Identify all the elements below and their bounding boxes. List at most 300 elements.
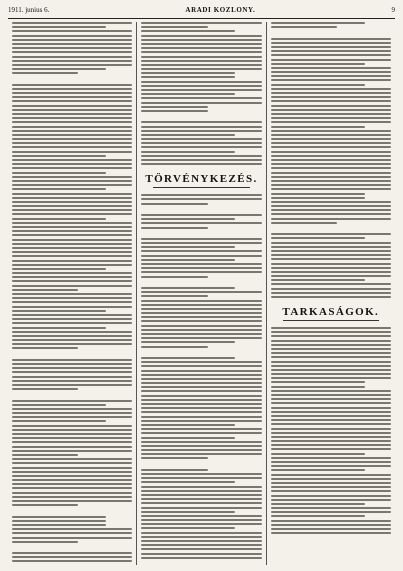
text-line-placeholder — [141, 60, 261, 62]
text-line-placeholder — [141, 85, 261, 87]
text-line-placeholder — [271, 26, 337, 28]
text-line-placeholder — [141, 428, 261, 430]
text-line-placeholder — [271, 411, 391, 413]
text-line-placeholder — [271, 54, 391, 56]
text-line-placeholder — [12, 126, 132, 128]
text-line-placeholder — [12, 318, 132, 320]
text-line-placeholder — [12, 151, 132, 153]
text-line-placeholder — [271, 457, 391, 459]
text-line-placeholder — [141, 337, 261, 339]
text-line-placeholder — [141, 477, 261, 479]
text-line-placeholder — [12, 425, 132, 427]
text-line-placeholder — [271, 155, 391, 157]
text-line-placeholder — [271, 105, 391, 107]
text-line-placeholder — [141, 308, 261, 310]
text-line-placeholder — [12, 504, 78, 506]
text-line-placeholder — [271, 59, 391, 61]
text-line-placeholder — [12, 47, 132, 49]
text-line-placeholder — [12, 213, 132, 215]
text-line-placeholder — [12, 51, 132, 53]
text-line-placeholder — [271, 197, 365, 199]
text-line-placeholder — [141, 255, 261, 257]
text-line-placeholder — [141, 473, 261, 475]
text-line-placeholder — [271, 142, 391, 144]
text-line-placeholder — [141, 386, 261, 388]
text-line-placeholder — [271, 478, 391, 480]
text-line-placeholder — [271, 361, 391, 363]
text-line-placeholder — [271, 511, 391, 513]
text-line-placeholder — [12, 433, 132, 435]
text-line-placeholder — [141, 227, 207, 229]
text-line-placeholder — [141, 329, 261, 331]
text-line-placeholder — [12, 496, 132, 498]
text-line-placeholder — [12, 96, 132, 98]
text-line-placeholder — [271, 436, 391, 438]
text-line-placeholder — [141, 527, 235, 529]
paragraph-gap — [141, 207, 261, 212]
text-line-placeholder — [271, 167, 391, 169]
text-line-placeholder — [141, 457, 207, 459]
text-line-placeholder — [141, 346, 207, 348]
text-line-placeholder — [141, 424, 235, 426]
text-line-placeholder — [12, 272, 132, 274]
text-line-placeholder — [141, 194, 261, 196]
text-line-placeholder — [12, 467, 132, 469]
text-line-placeholder — [271, 369, 391, 371]
text-line-placeholder — [12, 247, 132, 249]
text-line-placeholder — [141, 64, 261, 66]
text-line-placeholder — [12, 56, 132, 58]
text-line-placeholder — [12, 339, 132, 341]
text-line-placeholder — [141, 121, 261, 123]
text-line-placeholder — [271, 213, 391, 215]
text-line-placeholder — [271, 390, 391, 392]
text-line-placeholder — [141, 163, 261, 165]
text-line-placeholder — [12, 39, 132, 41]
text-line-placeholder — [141, 420, 261, 422]
text-line-placeholder — [271, 163, 391, 165]
text-line-placeholder — [141, 218, 235, 220]
text-line-placeholder — [141, 47, 261, 49]
text-line-placeholder — [12, 193, 132, 195]
paragraph-gap — [12, 352, 132, 357]
text-line-placeholder — [141, 361, 261, 363]
text-line-placeholder — [141, 267, 261, 269]
text-line-placeholder — [12, 146, 132, 148]
text-line-placeholder — [141, 411, 261, 413]
text-line-placeholder — [141, 198, 261, 200]
text-line-placeholder — [12, 371, 132, 373]
text-line-placeholder — [12, 113, 132, 115]
text-line-placeholder — [271, 352, 391, 354]
text-line-placeholder — [141, 540, 261, 542]
text-line-placeholder — [141, 502, 261, 504]
text-line-placeholder — [12, 285, 132, 287]
text-line-placeholder — [271, 237, 365, 239]
text-line-placeholder — [12, 301, 132, 303]
text-line-placeholder — [271, 222, 337, 224]
text-line-placeholder — [12, 343, 132, 345]
text-line-placeholder — [271, 71, 391, 73]
text-line-placeholder — [12, 487, 132, 489]
text-line-placeholder — [12, 384, 132, 386]
text-line-placeholder — [271, 365, 391, 367]
text-line-placeholder — [12, 109, 132, 111]
text-line-placeholder — [12, 251, 132, 253]
text-line-placeholder — [271, 279, 365, 281]
text-line-placeholder — [141, 341, 235, 343]
section-divider — [283, 320, 379, 321]
text-line-placeholder — [141, 151, 235, 153]
text-line-placeholder — [12, 322, 132, 324]
text-line-placeholder — [141, 395, 261, 397]
text-line-placeholder — [141, 56, 261, 58]
text-line-placeholder — [12, 293, 132, 295]
text-line-placeholder — [271, 92, 391, 94]
text-line-placeholder — [141, 390, 261, 392]
text-line-placeholder — [12, 167, 132, 169]
text-line-placeholder — [271, 246, 391, 248]
text-line-placeholder — [141, 304, 261, 306]
text-line-placeholder — [12, 172, 106, 174]
text-line-placeholder — [12, 450, 132, 452]
text-line-placeholder — [12, 310, 106, 312]
text-line-placeholder — [12, 134, 132, 136]
text-line-placeholder — [141, 287, 235, 289]
text-line-placeholder — [141, 365, 261, 367]
text-line-placeholder — [271, 67, 391, 69]
text-line-placeholder — [271, 292, 391, 294]
text-line-placeholder — [271, 46, 391, 48]
column-left — [8, 22, 136, 565]
text-line-placeholder — [141, 110, 207, 112]
text-line-placeholder — [271, 109, 391, 111]
text-line-placeholder — [141, 437, 235, 439]
text-line-placeholder — [271, 201, 391, 203]
text-line-placeholder — [12, 516, 106, 518]
text-line-placeholder — [12, 255, 132, 257]
text-line-placeholder — [271, 100, 391, 102]
text-line-placeholder — [271, 63, 365, 65]
text-line-placeholder — [271, 440, 391, 442]
text-line-placeholder — [12, 159, 132, 161]
text-line-placeholder — [12, 359, 132, 361]
text-line-placeholder — [271, 331, 391, 333]
text-line-placeholder — [12, 314, 132, 316]
header-divider — [8, 18, 395, 19]
text-line-placeholder — [141, 445, 261, 447]
section-divider — [153, 187, 249, 188]
text-line-placeholder — [271, 134, 391, 136]
text-line-placeholder — [141, 553, 261, 555]
text-line-placeholder — [271, 381, 365, 383]
text-line-placeholder — [141, 536, 261, 538]
text-line-placeholder — [141, 469, 207, 471]
text-line-placeholder — [271, 205, 391, 207]
text-line-placeholder — [271, 528, 391, 530]
paragraph-gap — [141, 462, 261, 467]
text-line-placeholder — [271, 419, 391, 421]
paragraph-gap — [141, 114, 261, 119]
text-line-placeholder — [141, 441, 261, 443]
text-line-placeholder — [271, 465, 391, 467]
text-line-placeholder — [271, 271, 391, 273]
text-line-placeholder — [271, 193, 365, 195]
text-line-placeholder — [271, 524, 391, 526]
text-line-placeholder — [141, 263, 261, 265]
text-line-placeholder — [141, 72, 235, 74]
text-line-placeholder — [141, 102, 261, 104]
text-line-placeholder — [141, 214, 261, 216]
text-line-placeholder — [12, 404, 106, 406]
text-line-placeholder — [141, 130, 261, 132]
text-line-placeholder — [141, 134, 235, 136]
text-line-placeholder — [141, 126, 261, 128]
text-line-placeholder — [271, 469, 365, 471]
text-line-placeholder — [12, 26, 106, 28]
text-line-placeholder — [12, 475, 132, 477]
text-line-placeholder — [271, 113, 391, 115]
text-line-placeholder — [141, 490, 261, 492]
text-line-placeholder — [12, 471, 132, 473]
text-line-placeholder — [271, 344, 391, 346]
text-line-placeholder — [12, 412, 132, 414]
text-line-placeholder — [12, 327, 106, 329]
text-line-placeholder — [271, 254, 391, 256]
text-line-placeholder — [141, 325, 261, 327]
text-columns — [8, 22, 395, 565]
paragraph-gap — [141, 350, 261, 355]
text-line-placeholder — [12, 376, 132, 378]
text-line-placeholder — [271, 394, 391, 396]
text-line-placeholder — [271, 335, 391, 337]
text-line-placeholder — [12, 130, 132, 132]
text-line-placeholder — [12, 552, 132, 554]
text-line-placeholder — [12, 100, 132, 102]
text-line-placeholder — [12, 264, 132, 266]
text-line-placeholder — [12, 226, 132, 228]
text-line-placeholder — [141, 106, 207, 108]
text-line-placeholder — [141, 93, 235, 95]
text-line-placeholder — [271, 151, 391, 153]
text-line-placeholder — [141, 370, 261, 372]
text-line-placeholder — [271, 356, 391, 358]
text-line-placeholder — [271, 42, 391, 44]
text-line-placeholder — [271, 296, 391, 298]
text-line-placeholder — [271, 209, 391, 211]
text-line-placeholder — [12, 380, 132, 382]
text-line-placeholder — [141, 557, 261, 559]
text-line-placeholder — [141, 544, 261, 546]
text-line-placeholder — [12, 458, 132, 460]
text-line-placeholder — [141, 81, 261, 83]
text-line-placeholder — [12, 22, 132, 24]
text-line-placeholder — [271, 507, 391, 509]
text-line-placeholder — [12, 479, 132, 481]
text-line-placeholder — [271, 242, 391, 244]
text-line-placeholder — [12, 420, 106, 422]
paragraph-gap — [271, 226, 391, 231]
text-line-placeholder — [12, 239, 132, 241]
text-line-placeholder — [12, 276, 132, 278]
text-line-placeholder — [12, 429, 132, 431]
text-line-placeholder — [141, 449, 261, 451]
text-line-placeholder — [141, 26, 207, 28]
text-line-placeholder — [271, 423, 391, 425]
text-line-placeholder — [12, 201, 132, 203]
text-line-placeholder — [12, 188, 106, 190]
text-line-placeholder — [141, 399, 261, 401]
text-line-placeholder — [141, 507, 261, 509]
text-line-placeholder — [271, 490, 391, 492]
text-line-placeholder — [12, 222, 132, 224]
text-line-placeholder — [271, 415, 391, 417]
text-line-placeholder — [271, 84, 365, 86]
text-line-placeholder — [141, 222, 261, 224]
text-line-placeholder — [12, 347, 78, 349]
text-line-placeholder — [271, 398, 391, 400]
text-line-placeholder — [12, 88, 132, 90]
text-line-placeholder — [12, 184, 132, 186]
section-heading-torvenykezes: TÖRVÉNYKEZÉS. — [145, 173, 258, 186]
text-line-placeholder — [141, 382, 261, 384]
column-middle-text-top — [141, 22, 261, 165]
text-line-placeholder — [12, 30, 132, 32]
text-line-placeholder — [12, 260, 132, 262]
text-line-placeholder — [141, 22, 261, 24]
text-line-placeholder — [141, 481, 235, 483]
text-line-placeholder — [141, 276, 207, 278]
text-line-placeholder — [141, 519, 261, 521]
text-line-placeholder — [141, 291, 261, 293]
text-line-placeholder — [12, 500, 132, 502]
column-middle — [136, 22, 265, 565]
text-line-placeholder — [141, 203, 207, 205]
text-line-placeholder — [271, 499, 391, 501]
text-line-placeholder — [12, 43, 132, 45]
text-line-placeholder — [271, 495, 391, 497]
masthead: ARADI KOZLONY. — [185, 6, 256, 14]
text-line-placeholder — [141, 523, 261, 525]
text-line-placeholder — [141, 403, 261, 405]
text-line-placeholder — [12, 556, 132, 558]
text-line-placeholder — [12, 180, 132, 182]
text-line-placeholder — [12, 243, 132, 245]
text-line-placeholder — [12, 205, 132, 207]
text-line-placeholder — [141, 295, 207, 297]
text-line-placeholder — [141, 246, 235, 248]
text-line-placeholder — [271, 50, 391, 52]
text-line-placeholder — [141, 271, 261, 273]
text-line-placeholder — [271, 432, 391, 434]
text-line-placeholder — [141, 76, 235, 78]
column-right-text-top — [271, 22, 391, 298]
column-middle-text-bottom — [141, 194, 261, 559]
text-line-placeholder — [141, 511, 235, 513]
text-line-placeholder — [271, 22, 365, 24]
text-line-placeholder — [12, 446, 132, 448]
text-line-placeholder — [141, 68, 261, 70]
text-line-placeholder — [141, 548, 261, 550]
text-line-placeholder — [12, 367, 132, 369]
text-line-placeholder — [12, 520, 106, 522]
text-line-placeholder — [271, 159, 391, 161]
text-line-placeholder — [271, 263, 391, 265]
text-line-placeholder — [141, 242, 261, 244]
text-line-placeholder — [271, 188, 391, 190]
text-line-placeholder — [271, 503, 365, 505]
text-line-placeholder — [12, 121, 132, 123]
text-line-placeholder — [141, 374, 261, 376]
text-line-placeholder — [12, 335, 132, 337]
text-line-placeholder — [141, 155, 261, 157]
text-line-placeholder — [271, 184, 391, 186]
text-line-placeholder — [12, 408, 132, 410]
text-line-placeholder — [271, 461, 391, 463]
text-line-placeholder — [271, 275, 391, 277]
text-line-placeholder — [271, 340, 391, 342]
text-line-placeholder — [271, 180, 391, 182]
text-line-placeholder — [12, 441, 132, 443]
text-line-placeholder — [12, 306, 132, 308]
text-line-placeholder — [141, 357, 235, 359]
text-line-placeholder — [271, 121, 391, 123]
text-line-placeholder — [141, 378, 261, 380]
text-line-placeholder — [12, 532, 132, 534]
text-line-placeholder — [141, 333, 261, 335]
page-number: 9 — [391, 6, 395, 14]
text-line-placeholder — [271, 486, 391, 488]
text-line-placeholder — [12, 64, 132, 66]
text-line-placeholder — [141, 532, 261, 534]
text-line-placeholder — [271, 377, 391, 379]
text-line-placeholder — [12, 268, 106, 270]
text-line-placeholder — [12, 560, 132, 562]
text-line-placeholder — [271, 176, 391, 178]
text-line-placeholder — [271, 386, 365, 388]
text-line-placeholder — [271, 146, 391, 148]
text-line-placeholder — [141, 407, 261, 409]
text-line-placeholder — [271, 283, 391, 285]
text-line-placeholder — [271, 448, 391, 450]
text-line-placeholder — [271, 402, 391, 404]
text-line-placeholder — [12, 230, 132, 232]
text-line-placeholder — [141, 494, 261, 496]
text-line-placeholder — [12, 280, 132, 282]
text-line-placeholder — [271, 96, 391, 98]
paragraph-gap — [141, 231, 261, 236]
text-line-placeholder — [12, 218, 106, 220]
text-line-placeholder — [141, 312, 261, 314]
text-line-placeholder — [271, 532, 391, 534]
text-line-placeholder — [271, 327, 391, 329]
text-line-placeholder — [271, 117, 391, 119]
text-line-placeholder — [271, 138, 391, 140]
text-line-placeholder — [12, 209, 132, 211]
text-line-placeholder — [12, 84, 132, 86]
text-line-placeholder — [12, 492, 132, 494]
text-line-placeholder — [141, 238, 261, 240]
text-line-placeholder — [12, 437, 132, 439]
text-line-placeholder — [12, 416, 132, 418]
text-line-placeholder — [12, 528, 132, 530]
text-line-placeholder — [12, 462, 132, 464]
section-heading-tarkasagok: TARKASÁGOK. — [282, 306, 380, 318]
text-line-placeholder — [12, 400, 132, 402]
paragraph-gap — [12, 545, 132, 550]
text-line-placeholder — [12, 60, 132, 62]
text-line-placeholder — [141, 97, 261, 99]
